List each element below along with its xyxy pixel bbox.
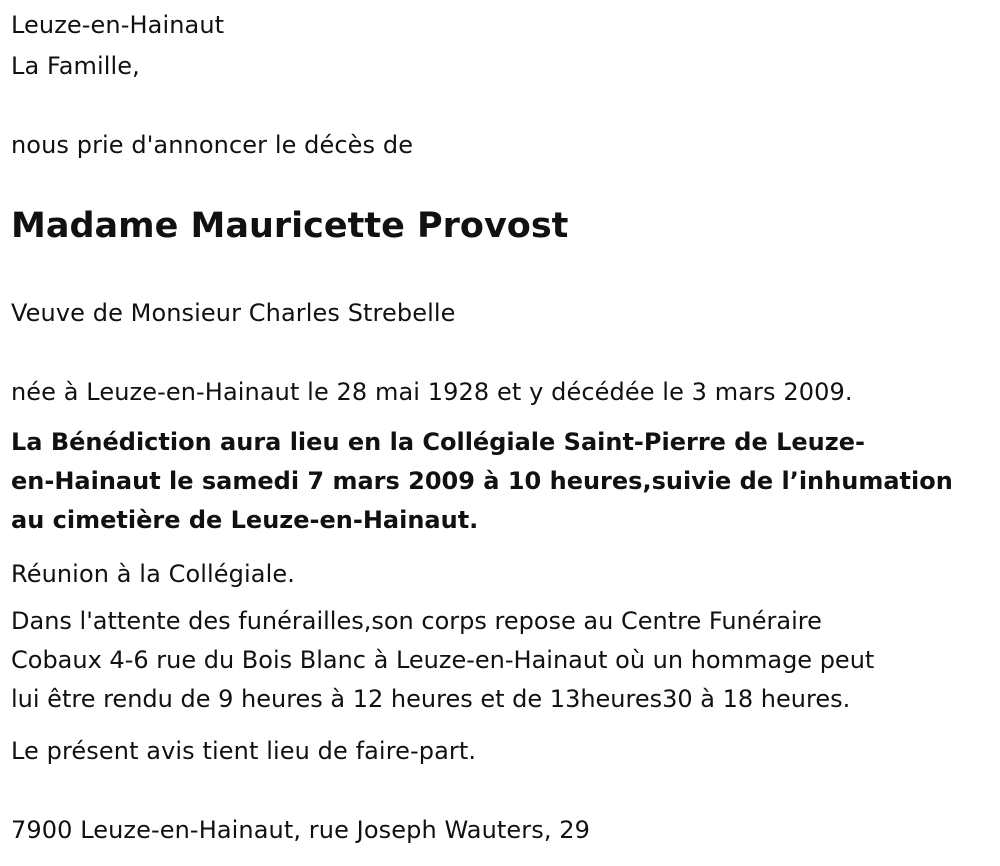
meeting-line: Réunion à la Collégiale.: [11, 560, 295, 588]
ceremony-line: au cimetière de Leuze-en-Hainaut.: [11, 506, 479, 534]
widow-of-line: Veuve de Monsieur Charles Strebelle: [11, 299, 456, 327]
deceased-name: Madame Mauricette Provost: [11, 206, 569, 246]
ceremony-paragraph: [11, 423, 986, 540]
repose-paragraph: [11, 602, 986, 719]
ceremony-line: en-Hainaut le samedi 7 mars 2009 à 10 heures,suivie de l’inhumation: [11, 467, 953, 495]
family-line: La Famille,: [11, 52, 140, 80]
faire-part-line: Le présent avis tient lieu de faire-part.: [11, 737, 477, 765]
announcement-intro: nous prie d'annoncer le décès de: [11, 131, 414, 159]
ceremony-line: La Bénédiction aura lieu en la Collégiale Saint-Pierre de Leuze-: [11, 428, 865, 456]
city-heading: Leuze-en-Hainaut: [11, 11, 225, 39]
repose-line: lui être rendu de 9 heures à 12 heures et de 13heures30 à 18 heures.: [11, 685, 851, 713]
birth-death-line: née à Leuze-en-Hainaut le 28 mai 1928 et y décédée le 3 mars 2009.: [11, 378, 853, 406]
address-line: 7900 Leuze-en-Hainaut, rue Joseph Wauters, 29: [11, 816, 591, 844]
repose-line: Dans l'attente des funérailles,son corps repose au Centre Funéraire: [11, 607, 822, 635]
repose-line: Cobaux 4-6 rue du Bois Blanc à Leuze-en-Hainaut où un hommage peut: [11, 646, 875, 674]
